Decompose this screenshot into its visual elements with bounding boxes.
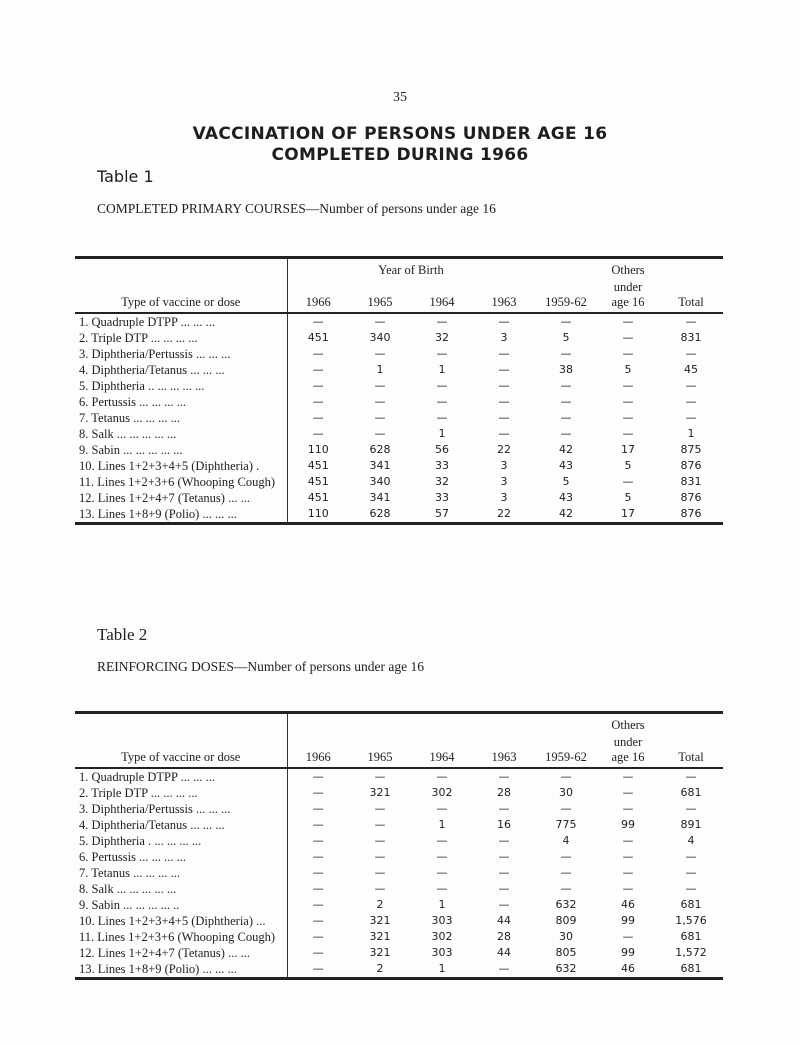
table1-header-others-line3: age 16 bbox=[611, 295, 645, 309]
page-title-line1: VACCINATION OF PERSONS UNDER AGE 16 bbox=[192, 124, 608, 144]
table-row bbox=[75, 768, 723, 785]
row-value: — bbox=[498, 866, 510, 879]
row-value: 99 bbox=[621, 818, 635, 831]
row-value: — bbox=[312, 802, 324, 815]
table-row bbox=[75, 833, 723, 849]
table-row bbox=[75, 785, 723, 801]
row-value: — bbox=[374, 818, 386, 831]
table1-header-others-line1: Others bbox=[611, 263, 645, 277]
row-value: 891 bbox=[680, 818, 702, 831]
row-value: — bbox=[622, 834, 634, 847]
table-row bbox=[75, 897, 723, 913]
row-value: 681 bbox=[680, 930, 702, 943]
row-value: — bbox=[436, 802, 448, 815]
row-label: 2. Triple DTP ... ... ... ... bbox=[75, 330, 287, 346]
row-value: 302 bbox=[431, 930, 453, 943]
row-value: 1 bbox=[438, 898, 446, 911]
row-value: 451 bbox=[307, 331, 329, 344]
row-value: 341 bbox=[369, 491, 391, 504]
row-value: — bbox=[436, 411, 448, 424]
row-value: — bbox=[498, 363, 510, 376]
row-value: — bbox=[685, 315, 697, 328]
row-value: 681 bbox=[680, 962, 702, 975]
table1-header-year: 1964 bbox=[411, 280, 473, 313]
table1-header-year: 1959-62 bbox=[535, 280, 597, 313]
row-value: — bbox=[374, 866, 386, 879]
row-value: 1 bbox=[438, 818, 446, 831]
row-value: — bbox=[560, 802, 572, 815]
row-value: — bbox=[312, 930, 324, 943]
row-value: 302 bbox=[431, 786, 453, 799]
row-value: 628 bbox=[369, 507, 391, 520]
row-value: 809 bbox=[555, 914, 577, 927]
row-value: 2 bbox=[376, 898, 384, 911]
row-value: 805 bbox=[555, 946, 577, 959]
row-value: — bbox=[436, 882, 448, 895]
row-label: 11. Lines 1+2+3+6 (Whooping Cough) bbox=[75, 929, 287, 945]
row-value: — bbox=[312, 770, 324, 783]
table2-header-year: 1963 bbox=[473, 735, 535, 768]
row-value: — bbox=[498, 411, 510, 424]
row-value: — bbox=[622, 850, 634, 863]
row-value: — bbox=[312, 379, 324, 392]
row-value: — bbox=[312, 962, 324, 975]
table1-header-year: 1963 bbox=[473, 280, 535, 313]
table-row bbox=[75, 313, 723, 330]
row-value: — bbox=[622, 786, 634, 799]
row-value: 17 bbox=[621, 507, 635, 520]
table-row bbox=[75, 330, 723, 346]
row-value: — bbox=[685, 802, 697, 815]
row-value: 17 bbox=[621, 443, 635, 456]
table1-header-total: Total bbox=[659, 280, 723, 313]
row-value: 99 bbox=[621, 946, 635, 959]
row-value: 33 bbox=[435, 459, 449, 472]
row-value: — bbox=[685, 850, 697, 863]
table2-header-others-line2: under bbox=[613, 735, 643, 749]
table1-header-others-line2: under bbox=[613, 280, 643, 294]
row-label: 2. Triple DTP ... ... ... ... bbox=[75, 785, 287, 801]
table-row bbox=[75, 442, 723, 458]
row-value: 32 bbox=[435, 475, 449, 488]
row-value: — bbox=[498, 802, 510, 815]
table-row bbox=[75, 378, 723, 394]
row-value: — bbox=[622, 427, 634, 440]
row-value: — bbox=[374, 379, 386, 392]
row-value: — bbox=[560, 395, 572, 408]
row-label: 12. Lines 1+2+4+7 (Tetanus) ... ... bbox=[75, 490, 287, 506]
row-value: — bbox=[436, 834, 448, 847]
row-value: 1,572 bbox=[675, 946, 707, 959]
row-value: — bbox=[374, 395, 386, 408]
table-row bbox=[75, 849, 723, 865]
row-label: 1. Quadruple DTPP ... ... ... bbox=[75, 313, 287, 330]
table-row bbox=[75, 945, 723, 961]
table-row bbox=[75, 490, 723, 506]
row-value: — bbox=[685, 882, 697, 895]
row-value: — bbox=[312, 315, 324, 328]
row-value: — bbox=[560, 850, 572, 863]
row-value: — bbox=[312, 363, 324, 376]
row-value: — bbox=[436, 347, 448, 360]
row-label: 10. Lines 1+2+3+4+5 (Diphtheria) . bbox=[75, 458, 287, 474]
row-value: — bbox=[622, 866, 634, 879]
row-value: 2 bbox=[376, 962, 384, 975]
table2-subtitle: REINFORCING DOSES—Number of persons under age 16 bbox=[97, 659, 424, 674]
table1-title: Table 1 bbox=[97, 167, 154, 186]
row-value: 5 bbox=[624, 459, 632, 472]
table-row bbox=[75, 458, 723, 474]
row-value: — bbox=[312, 866, 324, 879]
row-value: 876 bbox=[680, 491, 702, 504]
row-label: 9. Sabin ... ... ... ... .. bbox=[75, 897, 287, 913]
row-value: — bbox=[685, 770, 697, 783]
page-title-line2: COMPLETED DURING 1966 bbox=[271, 145, 529, 165]
row-value: — bbox=[312, 411, 324, 424]
row-value: 628 bbox=[369, 443, 391, 456]
row-label: 6. Pertussis ... ... ... ... bbox=[75, 849, 287, 865]
table1-header-vaccine: Type of vaccine or dose bbox=[75, 258, 287, 314]
row-value: 681 bbox=[680, 898, 702, 911]
row-value: — bbox=[498, 834, 510, 847]
row-value: — bbox=[622, 411, 634, 424]
row-value: 3 bbox=[500, 475, 508, 488]
row-label: 3. Diphtheria/Pertussis ... ... ... bbox=[75, 801, 287, 817]
row-value: — bbox=[622, 930, 634, 943]
table1-body bbox=[75, 313, 723, 524]
row-value: 321 bbox=[369, 946, 391, 959]
row-value: 30 bbox=[559, 786, 573, 799]
table2-title: Table 2 bbox=[97, 625, 148, 644]
row-value: 28 bbox=[497, 786, 511, 799]
row-label: 6. Pertussis ... ... ... ... bbox=[75, 394, 287, 410]
row-value: — bbox=[498, 427, 510, 440]
table2-header-year: 1959-62 bbox=[535, 735, 597, 768]
row-value: 22 bbox=[497, 507, 511, 520]
row-value: — bbox=[622, 347, 634, 360]
row-value: — bbox=[436, 866, 448, 879]
row-value: 303 bbox=[431, 946, 453, 959]
row-value: — bbox=[374, 427, 386, 440]
row-value: 110 bbox=[307, 507, 329, 520]
row-value: — bbox=[312, 882, 324, 895]
row-value: 1 bbox=[438, 363, 446, 376]
row-value: — bbox=[622, 331, 634, 344]
row-value: — bbox=[312, 427, 324, 440]
row-label: 13. Lines 1+8+9 (Polio) ... ... ... bbox=[75, 506, 287, 524]
row-value: 5 bbox=[562, 331, 570, 344]
row-value: 44 bbox=[497, 946, 511, 959]
row-label: 8. Salk ... ... ... ... ... bbox=[75, 426, 287, 442]
row-value: 22 bbox=[497, 443, 511, 456]
row-value: 875 bbox=[680, 443, 702, 456]
row-value: — bbox=[498, 850, 510, 863]
row-value: 57 bbox=[435, 507, 449, 520]
row-value: 30 bbox=[559, 930, 573, 943]
row-value: — bbox=[498, 315, 510, 328]
row-value: 341 bbox=[369, 459, 391, 472]
row-value: — bbox=[374, 411, 386, 424]
table-row bbox=[75, 865, 723, 881]
table2 bbox=[75, 711, 723, 980]
row-value: — bbox=[374, 347, 386, 360]
row-value: — bbox=[498, 962, 510, 975]
row-label: 1. Quadruple DTPP ... ... ... bbox=[75, 768, 287, 785]
row-value: 876 bbox=[680, 507, 702, 520]
row-value: 16 bbox=[497, 818, 511, 831]
row-value: 775 bbox=[555, 818, 577, 831]
row-value: 451 bbox=[307, 475, 329, 488]
row-label: 3. Diphtheria/Pertussis ... ... ... bbox=[75, 346, 287, 362]
row-value: — bbox=[560, 347, 572, 360]
row-value: — bbox=[374, 315, 386, 328]
row-label: 4. Diphtheria/Tetanus ... ... ... bbox=[75, 817, 287, 833]
row-value: — bbox=[560, 411, 572, 424]
page-title bbox=[0, 124, 800, 166]
row-value: — bbox=[312, 818, 324, 831]
row-value: — bbox=[685, 379, 697, 392]
row-value: 632 bbox=[555, 898, 577, 911]
row-value: — bbox=[312, 898, 324, 911]
row-value: 38 bbox=[559, 363, 573, 376]
row-value: — bbox=[685, 347, 697, 360]
row-value: 1 bbox=[687, 427, 695, 440]
table2-header-total: Total bbox=[659, 735, 723, 768]
row-value: — bbox=[436, 395, 448, 408]
table1-header-others bbox=[597, 280, 659, 313]
table1-subtitle: COMPLETED PRIMARY COURSES—Number of persons under age 16 bbox=[97, 201, 496, 216]
row-value: 43 bbox=[559, 491, 573, 504]
row-value: 99 bbox=[621, 914, 635, 927]
row-value: 340 bbox=[369, 331, 391, 344]
row-value: 1 bbox=[438, 427, 446, 440]
row-value: 5 bbox=[562, 475, 570, 488]
row-value: — bbox=[685, 395, 697, 408]
row-value: — bbox=[622, 802, 634, 815]
row-value: — bbox=[560, 882, 572, 895]
table2-header-others bbox=[597, 735, 659, 768]
row-value: — bbox=[312, 786, 324, 799]
table-row bbox=[75, 394, 723, 410]
row-value: — bbox=[374, 770, 386, 783]
table-row bbox=[75, 961, 723, 979]
row-value: — bbox=[498, 379, 510, 392]
row-value: 5 bbox=[624, 363, 632, 376]
row-value: 681 bbox=[680, 786, 702, 799]
row-label: 9. Sabin ... ... ... ... ... bbox=[75, 442, 287, 458]
table-row bbox=[75, 817, 723, 833]
row-label: 7. Tetanus ... ... ... ... bbox=[75, 865, 287, 881]
row-value: — bbox=[374, 802, 386, 815]
row-value: — bbox=[498, 770, 510, 783]
row-value: 321 bbox=[369, 930, 391, 943]
row-value: — bbox=[374, 882, 386, 895]
row-value: — bbox=[685, 866, 697, 879]
row-label: 13. Lines 1+8+9 (Polio) ... ... ... bbox=[75, 961, 287, 979]
table-row bbox=[75, 881, 723, 897]
row-value: 1,576 bbox=[675, 914, 707, 927]
row-value: 340 bbox=[369, 475, 391, 488]
row-value: — bbox=[560, 866, 572, 879]
row-label: 7. Tetanus ... ... ... ... bbox=[75, 410, 287, 426]
row-value: — bbox=[312, 850, 324, 863]
row-label: 11. Lines 1+2+3+6 (Whooping Cough) bbox=[75, 474, 287, 490]
table1 bbox=[75, 256, 723, 525]
row-value: — bbox=[622, 379, 634, 392]
row-value: — bbox=[436, 379, 448, 392]
table2-header-year: 1966 bbox=[287, 735, 349, 768]
row-value: — bbox=[560, 379, 572, 392]
table-row bbox=[75, 426, 723, 442]
row-value: 42 bbox=[559, 507, 573, 520]
row-label: 8. Salk ... ... ... ... ... bbox=[75, 881, 287, 897]
table1-header-year: 1965 bbox=[349, 280, 411, 313]
row-value: 42 bbox=[559, 443, 573, 456]
row-value: — bbox=[498, 347, 510, 360]
row-value: — bbox=[374, 834, 386, 847]
table-row bbox=[75, 346, 723, 362]
table2-header-others-line3: age 16 bbox=[611, 750, 645, 764]
table2-body bbox=[75, 768, 723, 979]
row-label: 4. Diphtheria/Tetanus ... ... ... bbox=[75, 362, 287, 378]
row-value: 303 bbox=[431, 914, 453, 927]
row-value: 632 bbox=[555, 962, 577, 975]
row-value: — bbox=[622, 770, 634, 783]
row-value: — bbox=[498, 898, 510, 911]
row-value: 831 bbox=[680, 475, 702, 488]
table-row bbox=[75, 929, 723, 945]
row-value: 5 bbox=[624, 491, 632, 504]
row-value: — bbox=[560, 315, 572, 328]
row-value: 56 bbox=[435, 443, 449, 456]
row-value: 3 bbox=[500, 491, 508, 504]
row-value: 44 bbox=[497, 914, 511, 927]
row-value: — bbox=[312, 347, 324, 360]
row-value: — bbox=[436, 770, 448, 783]
row-value: 1 bbox=[376, 363, 384, 376]
row-value: 32 bbox=[435, 331, 449, 344]
row-value: — bbox=[622, 395, 634, 408]
row-value: 451 bbox=[307, 491, 329, 504]
row-value: — bbox=[498, 882, 510, 895]
row-label: 12. Lines 1+2+4+7 (Tetanus) ... ... bbox=[75, 945, 287, 961]
table-row bbox=[75, 362, 723, 378]
row-value: 3 bbox=[500, 459, 508, 472]
row-value: — bbox=[560, 427, 572, 440]
row-value: 831 bbox=[680, 331, 702, 344]
row-value: — bbox=[622, 882, 634, 895]
row-value: 321 bbox=[369, 786, 391, 799]
row-value: — bbox=[374, 850, 386, 863]
row-value: — bbox=[498, 395, 510, 408]
row-value: 46 bbox=[621, 898, 635, 911]
row-value: 110 bbox=[307, 443, 329, 456]
row-value: 4 bbox=[687, 834, 695, 847]
row-value: 43 bbox=[559, 459, 573, 472]
row-value: 45 bbox=[684, 363, 698, 376]
table2-header-year: 1965 bbox=[349, 735, 411, 768]
row-label: 5. Diphtheria .. ... ... ... ... bbox=[75, 378, 287, 394]
row-value: — bbox=[436, 315, 448, 328]
row-value: — bbox=[312, 946, 324, 959]
row-value: 876 bbox=[680, 459, 702, 472]
row-value: — bbox=[312, 834, 324, 847]
row-value: — bbox=[622, 475, 634, 488]
table-row bbox=[75, 410, 723, 426]
row-value: 321 bbox=[369, 914, 391, 927]
page-number: 35 bbox=[393, 90, 407, 105]
table1-header-year: 1966 bbox=[287, 280, 349, 313]
row-value: 4 bbox=[562, 834, 570, 847]
row-value: — bbox=[685, 411, 697, 424]
row-value: 1 bbox=[438, 962, 446, 975]
row-value: 3 bbox=[500, 331, 508, 344]
table2-header-vaccine: Type of vaccine or dose bbox=[75, 713, 287, 769]
table-row bbox=[75, 801, 723, 817]
row-value: 46 bbox=[621, 962, 635, 975]
row-value: 28 bbox=[497, 930, 511, 943]
row-value: — bbox=[560, 770, 572, 783]
row-value: — bbox=[312, 395, 324, 408]
row-value: — bbox=[312, 914, 324, 927]
row-value: 451 bbox=[307, 459, 329, 472]
table1-header-year-of-birth: Year of Birth bbox=[378, 263, 444, 277]
row-value: 33 bbox=[435, 491, 449, 504]
row-value: — bbox=[436, 850, 448, 863]
table2-header-year: 1964 bbox=[411, 735, 473, 768]
row-value: — bbox=[622, 315, 634, 328]
row-label: 10. Lines 1+2+3+4+5 (Diphtheria) ... bbox=[75, 913, 287, 929]
row-label: 5. Diphtheria . ... ... ... ... bbox=[75, 833, 287, 849]
table-row bbox=[75, 474, 723, 490]
table-row bbox=[75, 913, 723, 929]
table-row bbox=[75, 506, 723, 524]
table2-header-others-line1: Others bbox=[611, 718, 645, 732]
